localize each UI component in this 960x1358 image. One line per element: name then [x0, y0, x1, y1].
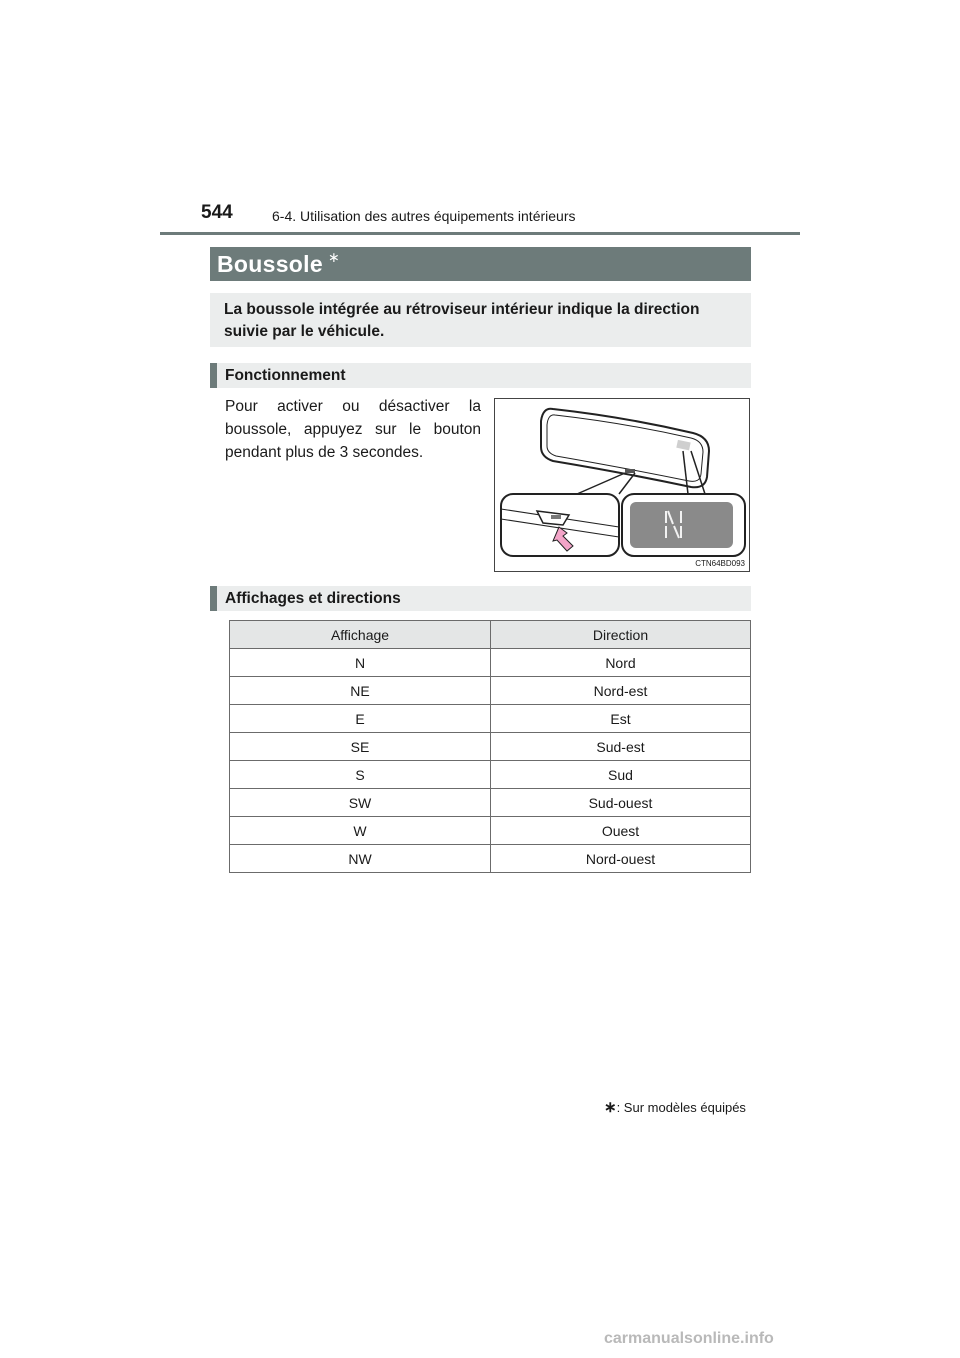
mirror-illustration: [494, 398, 750, 572]
direction-cell: Nord-ouest: [491, 845, 751, 873]
footnote-text: : Sur modèles équipés: [616, 1100, 746, 1115]
operation-heading: Fonctionnement: [225, 367, 346, 384]
direction-cell: Sud-est: [491, 733, 751, 761]
direction-cell: Nord-est: [491, 677, 751, 705]
mirror-drawing: [495, 399, 749, 571]
operation-heading-bar: [210, 363, 751, 388]
table-row: [230, 649, 751, 677]
section-title: Boussole: [217, 251, 323, 277]
table-row: [230, 705, 751, 733]
watermark: carmanualsonline.info: [604, 1330, 774, 1347]
direction-cell: Ouest: [491, 817, 751, 845]
display-cell: SE: [230, 733, 491, 761]
table-row: [230, 733, 751, 761]
column-header-direction: Direction: [491, 621, 751, 649]
direction-cell: Sud: [491, 761, 751, 789]
direction-cell: Est: [491, 705, 751, 733]
header-rule: [160, 232, 800, 235]
directions-heading-bar: [210, 586, 751, 611]
section-asterisk: ∗: [328, 249, 340, 265]
display-cell: NE: [230, 677, 491, 705]
footnote: [604, 1098, 746, 1116]
section-title-bar: [210, 247, 751, 281]
table-row: [230, 761, 751, 789]
table-row: [230, 677, 751, 705]
table-header-row: [230, 621, 751, 649]
table-row: [230, 845, 751, 873]
figure-code: CTN64BD093: [695, 559, 745, 568]
directions-heading: Affichages et directions: [225, 590, 401, 607]
directions-table: [229, 620, 751, 873]
display-cell: N: [230, 649, 491, 677]
display-cell: S: [230, 761, 491, 789]
display-cell: E: [230, 705, 491, 733]
table-row: [230, 817, 751, 845]
table-row: [230, 789, 751, 817]
direction-cell: Nord: [491, 649, 751, 677]
display-cell: W: [230, 817, 491, 845]
display-cell: SW: [230, 789, 491, 817]
footnote-asterisk: ∗: [604, 1099, 617, 1116]
direction-cell: Sud-ouest: [491, 789, 751, 817]
page-number: 544: [201, 202, 233, 223]
display-cell: NW: [230, 845, 491, 873]
chapter-header: 6-4. Utilisation des autres équipements intérieurs: [272, 208, 576, 224]
column-header-display: Affichage: [230, 621, 491, 649]
operation-text: Pour activer ou désactiver la boussole, appuyez sur le bouton pendant plus de 3 secondes.: [225, 398, 481, 461]
intro-box: [210, 293, 751, 347]
intro-text: La boussole intégrée au rétroviseur intérieur indique la direction suivie par le véhicule.: [224, 301, 700, 340]
